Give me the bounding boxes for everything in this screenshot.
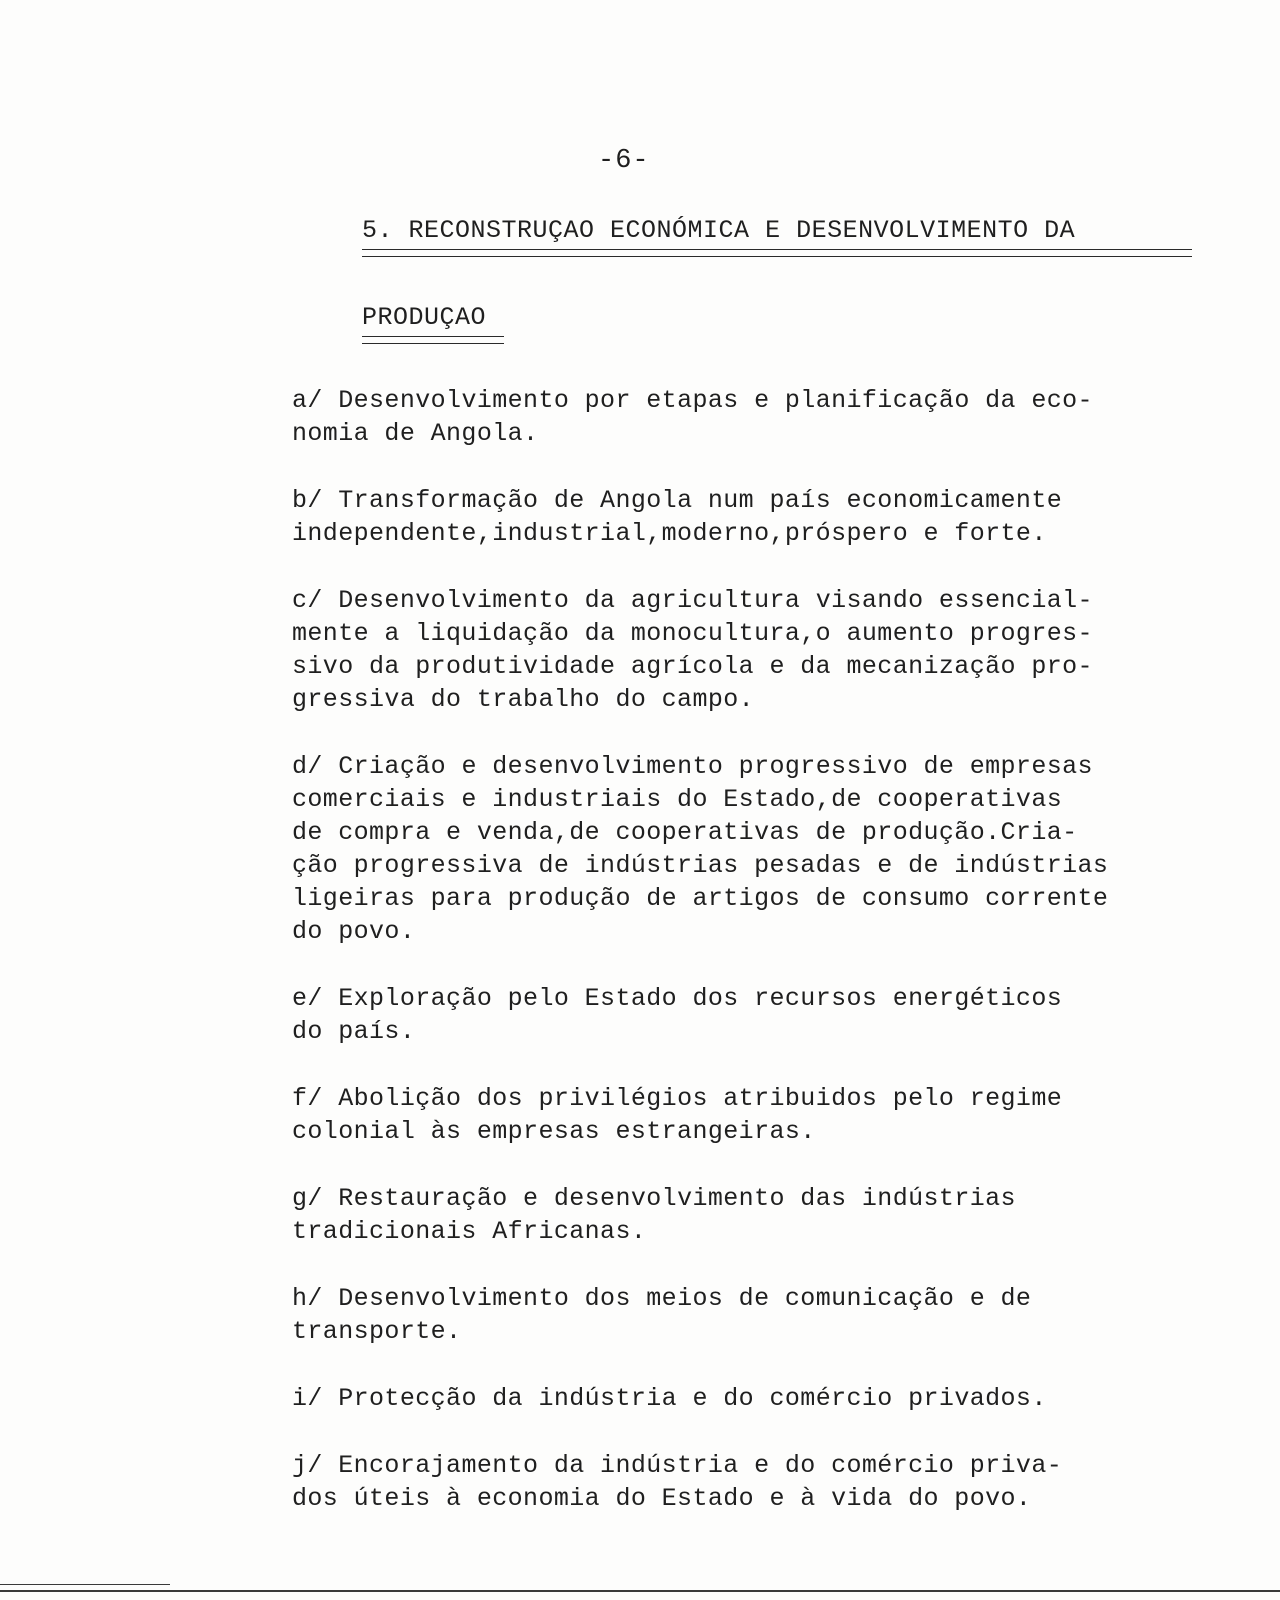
item-label: i/ — [292, 1384, 323, 1413]
item-text: Criação e desenvolvimento progressivo de empresas comerciais e industriais do Estado,de cooperativas de compra e venda,de cooperativas de produção.Cria- ção progressiva de indústrias pesadas e de indústrias ligeiras para produção de artigos de consumo corrente do povo. — [292, 752, 1109, 946]
section-title-line2: PRODUÇAO — [362, 303, 487, 332]
list-item — [292, 1449, 1262, 1515]
item-label: b/ — [292, 486, 323, 515]
page-number: -6- — [598, 146, 650, 176]
item-text: Desenvolvimento da agricultura visando essencial- mente a liquidação da monocultura,o aumento progres- sivo da produtividade agrícola e da mecanização pro- gressiva do trabalho do campo. — [292, 586, 1093, 714]
item-text: Transformação de Angola num país economicamente independente,industrial,moderno,próspero e forte. — [292, 486, 1063, 548]
item-label: f/ — [292, 1084, 323, 1113]
item-text: Desenvolvimento por etapas e planificação da eco- nomia de Angola. — [292, 386, 1093, 448]
item-text: Encorajamento da indústria e do comércio priva- dos úteis à economia do Estado e à vida do povo. — [292, 1451, 1063, 1513]
title-double-underline — [362, 249, 1192, 257]
item-text: Restauração e desenvolvimento das indústrias tradicionais Africanas. — [292, 1184, 1016, 1246]
title-double-underline-2 — [362, 336, 504, 344]
item-list — [292, 384, 1262, 1549]
list-item — [292, 1082, 1262, 1148]
footer-rule — [0, 1590, 1280, 1592]
item-text: Desenvolvimento dos meios de comunicação e de transporte. — [292, 1284, 1032, 1346]
section-title-line1: 5. RECONSTRUÇAO ECONÓMICA E DESENVOLVIMENTO DA — [362, 216, 1076, 245]
item-text: Abolição dos privilégios atribuidos pelo regime colonial às empresas estrangeiras. — [292, 1084, 1063, 1146]
item-text: Exploração pelo Estado dos recursos energéticos do país. — [292, 984, 1063, 1046]
item-label: c/ — [292, 586, 323, 615]
item-label: e/ — [292, 984, 323, 1013]
item-label: g/ — [292, 1184, 323, 1213]
item-label: d/ — [292, 752, 323, 781]
item-label: j/ — [292, 1451, 323, 1480]
footer-rule-short — [0, 1584, 170, 1585]
list-item — [292, 1282, 1262, 1348]
item-label: a/ — [292, 386, 323, 415]
list-item — [292, 384, 1262, 450]
list-item — [292, 1382, 1262, 1415]
list-item — [292, 750, 1262, 948]
item-text: Protecção da indústria e do comércio privados. — [338, 1384, 1047, 1413]
list-item — [292, 584, 1262, 716]
list-item — [292, 982, 1262, 1048]
item-label: h/ — [292, 1284, 323, 1313]
list-item — [292, 1182, 1262, 1248]
list-item — [292, 484, 1262, 550]
